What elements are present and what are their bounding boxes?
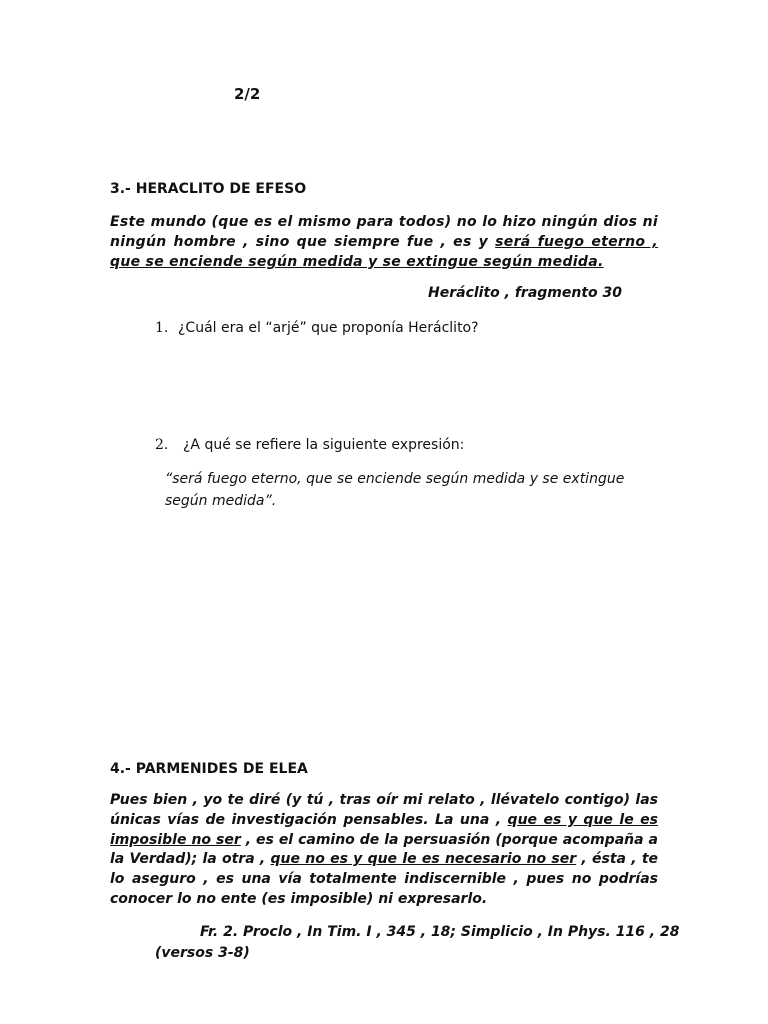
question-2-text: ¿A qué se refiere la siguiente expresión: — [183, 437, 465, 453]
fragment-text: Pues bien , yo te diré (y tú , tras oír mi relato , llévatelo contigo) las únicas vías de investigación pensables. La una , — [110, 792, 658, 828]
fragment-citation-verses: (versos 3-8) — [155, 945, 250, 961]
question-2-number: 2. — [155, 437, 169, 453]
section-4-heading: 4.- PARMENIDES DE ELEA — [110, 761, 308, 777]
fragment-citation: Fr. 2. Proclo , In Tim. I , 345 , 18; Simplicio , In Phys. 116 , 28 — [200, 924, 680, 940]
question-1-number: 1. — [155, 320, 169, 336]
heraclitus-fragment — [110, 212, 658, 272]
parmenides-fragment — [110, 791, 658, 910]
question-2-quote: “será fuego eterno, que se enciende según medida y se extingue según medida”. — [165, 471, 625, 509]
fragment-text: Este mundo (que es el mismo para todos) no lo hizo ningún dios ni ningún hombre , sino que siempre fue , es y — [110, 214, 658, 250]
page-number: 2/2 — [234, 85, 261, 103]
question-1-text: ¿Cuál era el “arjé” que proponía Heráclito? — [178, 320, 479, 336]
fragment-underlined-text: que es y que le es imposible no ser — [110, 811, 658, 848]
section-3-heading: 3.- HERACLITO DE EFESO — [110, 181, 307, 197]
fragment-text: , ésta , te lo aseguro , es una vía totalmente indiscernible , pues no podrías conocer lo no ente (es imposible) ni expresarlo. — [110, 851, 659, 907]
fragment-text: , es el camino de la persuasión (porque acompaña a la Verdad); la otra , — [110, 831, 658, 868]
fragment-attribution: Heráclito , fragmento 30 — [428, 285, 623, 301]
fragment-underlined-text: que no es y que le es necesario no ser — [270, 851, 577, 868]
fragment-underlined-text: será fuego eterno , que se enciende según medida y se extingue según medida. — [110, 234, 659, 270]
